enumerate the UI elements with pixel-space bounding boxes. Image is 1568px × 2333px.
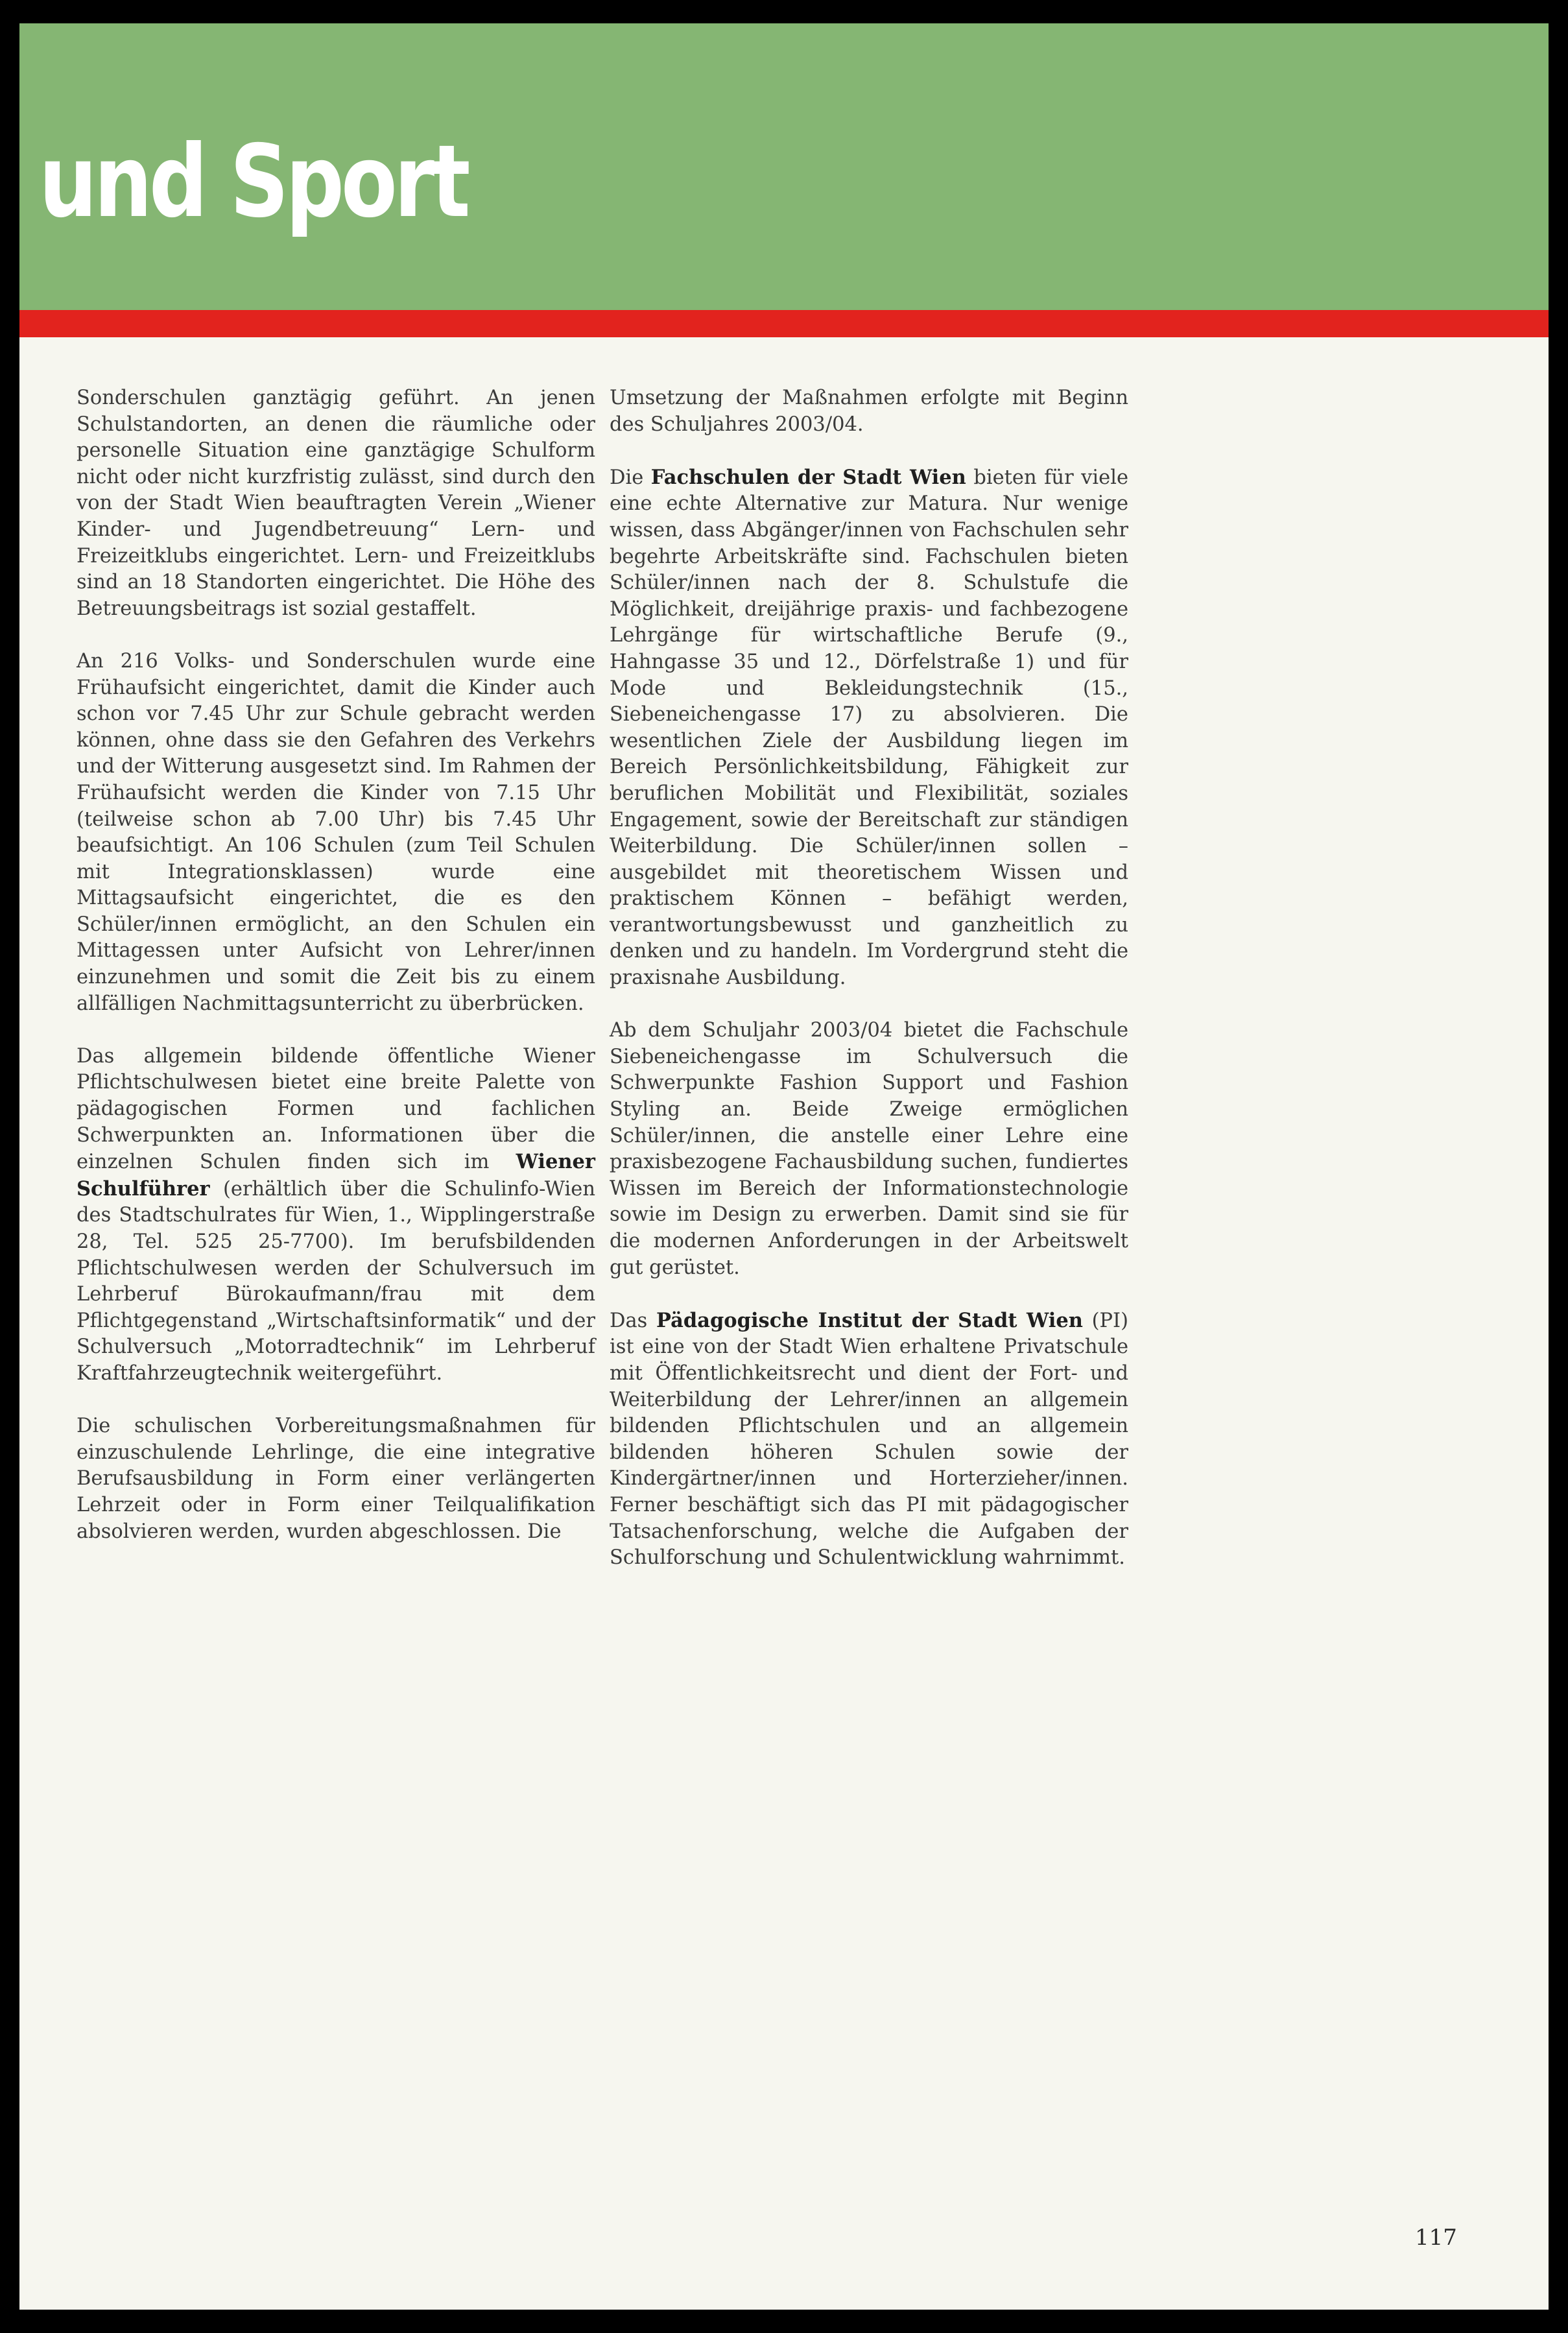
right-column [610, 385, 1128, 1597]
bold-term-paedagogisches-institut: Pädagogische Institut der Stadt Wien [656, 1308, 1083, 1332]
paragraph-vorbereitung [77, 1413, 595, 1545]
bold-term-wiener-schulfuehrer: Wiener Schulführer [77, 1150, 595, 1201]
paragraph-umsetzung [610, 385, 1128, 438]
paragraph-text: Ab dem Schuljahr 2003/04 bietet die Fachschule Siebeneichengasse im Schulversuch die Schwerpunkte Fashion Support und Fashion Styling an. Beide Zweige ermöglichen Schüler/innen, die anstelle einer Lehre eine praxisbezogene Fachausbildung suchen, fundiertes Wissen im Bereich der Informationstechnologie sowie im Design zu erwerben. Damit sind sie für die modernen Anforderungen in der Arbeitswelt gut gerüstet. [610, 1019, 1128, 1279]
page-number: 117 [1415, 2225, 1457, 2251]
paragraph-text: Die [610, 466, 651, 489]
paragraph-paedagogisches-institut [610, 1308, 1128, 1572]
bold-term-fachschulen: Fachschulen der Stadt Wien [650, 465, 966, 489]
left-column [77, 385, 595, 1572]
section-title: und Sport [39, 124, 468, 240]
paragraph-text: (erhältlich über die Schulinfo-Wien des Stadtschulrates für Wien, 1., Wipplingerstraße 28, Tel. 525 25-7700). Im berufsbildenden Pflichtschulwesen werden der Schulversuch im Lehrberuf Bürokaufmann/frau mit dem Pflichtgegenstand „Wirtschaftsinformatik“ und der Schulversuch „Motorradtechnik“ im Lehrberuf Kraftfahrzeugtechnik weitergeführt. [77, 1177, 595, 1385]
paragraph-text: Sonderschulen ganztägig geführt. An jenen Schulstandorten, an denen die räumliche oder personelle Situation eine ganztägige Schulform nicht oder nicht kurzfristig zulässt, sind durch den von der Stadt Wien beauftragten Verein „Wiener Kinder- und Jugendbetreuung“ Lern- und Freizeitklubs eingerichtet. Lern- und Freizeitklubs sind an 18 Standorten eingerichtet. Die Höhe des Betreuungsbeitrags ist sozial gestaffelt. [77, 387, 595, 620]
paragraph-text: An 216 Volks- und Sonderschulen wurde eine Frühaufsicht eingerichtet, damit die Kinder auch schon vor 7.45 Uhr zur Schule gebracht werden können, ohne dass sie den Gefahren des Verkehrs und der Witterung ausgesetzt sind. Im Rahmen der Frühaufsicht werden die Kinder von 7.15 Uhr (teilweise schon ab 7.00 Uhr) bis 7.45 Uhr beaufsichtigt. An 106 Schulen (zum Teil Schulen mit Integrationsklassen) wurde eine Mittagsaufsicht eingerichtet, die es den Schüler/innen ermöglicht, an den Schulen ein Mittagessen unter Aufsicht von Lehrer/innen einzunehmen und somit die Zeit bis zu einem allfälligen Nachmittagsunterricht zu überbrücken. [77, 649, 595, 1015]
paragraph-text: (PI) ist eine von der Stadt Wien erhaltene Privatschule mit Öffentlichkeitsrecht und dient der Fort- und Weiterbildung der Lehrer/innen an allgemein bildenden Pflichtschulen und an allgemein bildenden höheren Schulen sowie der Kindergärtner/innen und Horterzieher/innen. Ferner beschäftigt sich das PI mit pädagogischer Tatsachenforschung, welche die Aufgaben der Schulforschung und Schulentwicklung wahrnimmt. [610, 1309, 1128, 1570]
header-band [19, 23, 1549, 310]
paragraph-schulfuehrer [77, 1044, 595, 1387]
page [19, 23, 1549, 2310]
red-divider-stripe [19, 310, 1549, 337]
paragraph-text: bieten für viele eine echte Alternative zur Matura. Nur wenige wissen, dass Abgänger/innen von Fachschulen sehr begehrte Arbeitskräfte sind. Fachschulen bieten Schüler/innen nach der 8. Schulstufe die Möglichkeit, dreijährige praxis- und fachbezogene Lehrgänge für wirtschaftliche Berufe (9., Hahngasse 35 und 12., Dörfelstraße 1) und für Mode und Bekleidungstechnik (15., Siebeneichengasse 17) zu absolvieren. Die wesentlichen Ziele der Ausbildung liegen im Bereich Persönlichkeitsbildung, Fähigkeit zur beruflichen Mobilität und Flexibilität, soziales Engagement, sowie der Bereitschaft zur ständigen Weiterbildung. Die Schüler/innen sollen – ausgebildet mit theoretischem Wissen und praktischem Können – befähigt werden, verantwortungsbewusst und ganzheitlich zu denken und zu handeln. Im Vordergrund steht die praxisnahe Ausbildung. [610, 466, 1129, 990]
paragraph-text: Die schulischen Vorbereitungsmaßnahmen für einzuschulende Lehrlinge, die eine integrative Berufsausbildung in Form einer verlängerten Lehrzeit oder in Form einer Teilqualifikation absolvieren werden, wurden abgeschlossen. Die [77, 1415, 595, 1543]
paragraph-schulversuch [610, 1018, 1128, 1281]
paragraph-text: Das [610, 1309, 656, 1332]
paragraph-ganztaegig [77, 385, 595, 622]
paragraph-text: Umsetzung der Maßnahmen erfolgte mit Beginn des Schuljahres 2003/04. [610, 387, 1128, 436]
paragraph-text: Das allgemein bildende öffentliche Wiener Pflichtschulwesen bietet eine breite Palette von pädagogischen Formen und fachlichen Schwerpunkten an. Informationen über die einzelnen Schulen finden sich im [77, 1044, 595, 1174]
paragraph-fruehaufsicht [77, 649, 595, 1017]
paragraph-fachschulen [610, 464, 1128, 992]
